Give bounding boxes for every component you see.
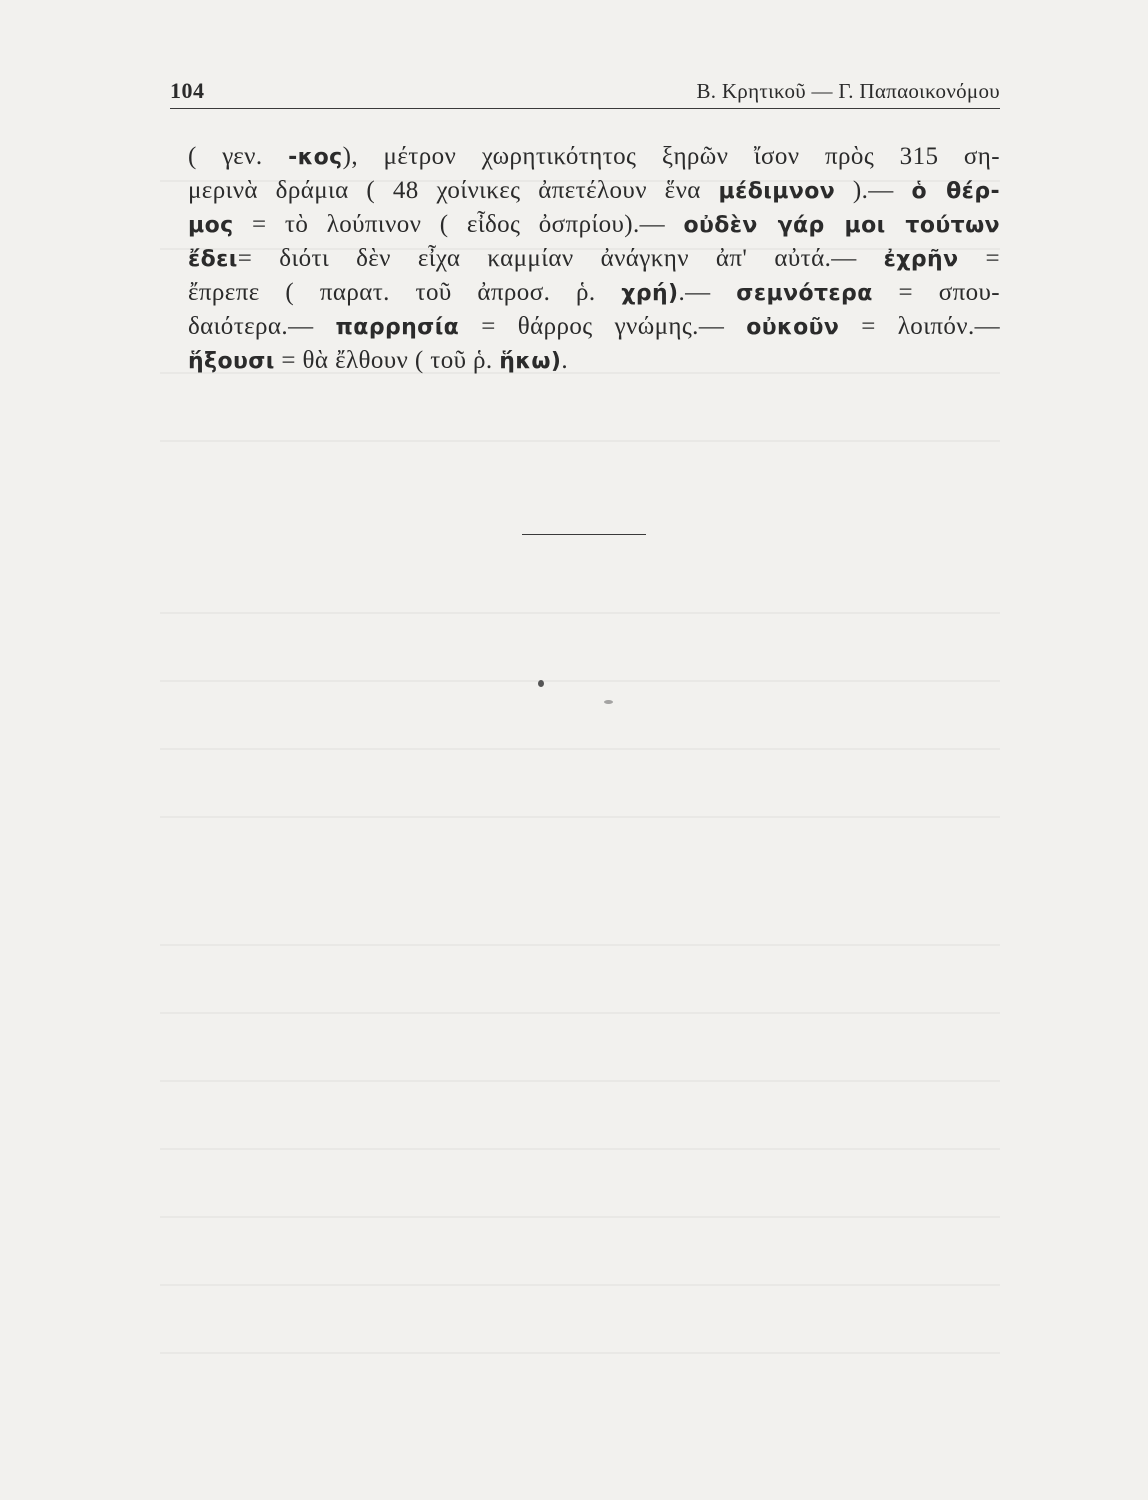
- glossary-text: = θὰ ἔλθουν ( τοῦ ῥ.: [274, 347, 500, 374]
- glossary-term: ἔδει: [188, 247, 238, 272]
- glossary-term: χρή): [621, 281, 679, 306]
- glossary-term: οὐδὲν γάρ μοι τούτων: [683, 213, 1000, 238]
- glossary-text: .: [561, 347, 568, 374]
- glossary-term: ἥξουσι: [188, 349, 275, 374]
- ink-speck: [604, 700, 613, 704]
- glossary-text: = τὸ λούπινον ( εἶδος ὀσπρίου).—: [233, 211, 684, 238]
- glossary-text: μερινὰ δράμια ( 48 χοίνικες ἀπετέλουν ἕνα: [188, 177, 719, 204]
- glossary-term: οὐκοῦν: [746, 315, 840, 340]
- glossary-text: ), μέτρον χωρητικότητος ξηρῶν ἴσον πρὸς 315 ση-: [342, 143, 1000, 170]
- page-header: [170, 70, 1000, 109]
- text-line: [188, 174, 1000, 208]
- glossary-term: σεμνότερα: [736, 281, 873, 306]
- glossary-text: δαιότερα.—: [188, 313, 336, 340]
- glossary-term: μέδιμνον: [718, 179, 836, 204]
- glossary-text: = θάρρος γνώμης.—: [459, 313, 747, 340]
- text-line: [188, 208, 1000, 242]
- glossary-text: ( γεν.: [188, 143, 289, 170]
- glossary-text: ).—: [835, 177, 912, 204]
- glossary-term: παρρησία: [335, 315, 460, 340]
- text-line: [188, 310, 1000, 344]
- glossary-paragraph: [188, 140, 1000, 378]
- glossary-text: ἔπρεπε ( παρατ. τοῦ ἀπροσ. ῥ.: [188, 279, 622, 306]
- glossary-text: = λοιπόν.—: [839, 313, 1001, 340]
- glossary-text: = διότι δὲν εἶχα καμμίαν ἀνάγκην ἀπ' αὐτά.—: [237, 245, 884, 272]
- ink-speck: [538, 680, 544, 687]
- glossary-term: μος: [188, 213, 234, 238]
- text-line: [188, 140, 1000, 174]
- section-separator: [522, 534, 646, 535]
- glossary-text: .—: [678, 279, 737, 306]
- text-line: [188, 276, 1000, 310]
- running-title: Β. Κρητικοῦ — Γ. Παπαοικονόμου: [696, 79, 1000, 103]
- glossary-term: -κος: [288, 145, 343, 170]
- glossary-term: ἥκω): [499, 349, 562, 374]
- glossary-text: = σπου-: [872, 279, 1000, 306]
- page-number: 104: [170, 78, 205, 103]
- text-line: [188, 242, 1000, 276]
- text-line: [188, 344, 1000, 378]
- glossary-text: =: [958, 245, 1000, 272]
- glossary-term: ὁ θέρ-: [911, 179, 1000, 204]
- glossary-term: ἐχρῆν: [883, 247, 959, 272]
